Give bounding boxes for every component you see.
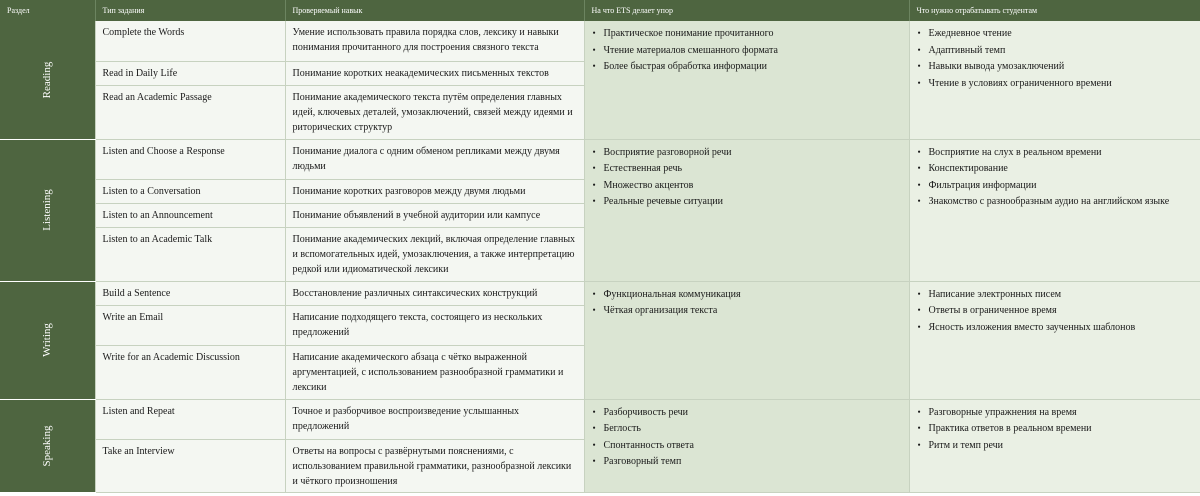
- header-skill: Проверяемый навык: [285, 0, 584, 21]
- list-item: • Разговорные упражнения на время: [917, 405, 1194, 420]
- task-skill: Понимание диалога с одним обменом репликами между двумя людьми: [285, 139, 584, 179]
- task-skill: Понимание академического текста путём определения главных идей, ключевых деталей, умозаключений, связей между идеями и риторических структур: [285, 85, 584, 139]
- list-item: • Адаптивный темп: [917, 43, 1194, 58]
- ets-focus-cell: [584, 139, 909, 281]
- section-cell-writing: [0, 281, 95, 399]
- task-type: Take an Interview: [95, 439, 285, 492]
- list-item: • Восприятие разговорной речи: [592, 145, 902, 160]
- task-skill: Понимание коротких разговоров между двумя людьми: [285, 179, 584, 203]
- task-skill: Написание подходящего текста, состоящего из нескольких предложений: [285, 305, 584, 345]
- practice-cell: [909, 139, 1200, 281]
- ets-focus-list: [592, 145, 902, 210]
- task-type: Read in Daily Life: [95, 61, 285, 85]
- list-item: • Чёткая организация текста: [592, 303, 902, 318]
- task-type: Listen to a Conversation: [95, 179, 285, 203]
- task-type: Complete the Words: [95, 21, 285, 61]
- list-item: • Конспектирование: [917, 161, 1194, 176]
- list-item: • Написание электронных писем: [917, 287, 1194, 302]
- ets-focus-cell: [584, 399, 909, 492]
- task-skill: Ответы на вопросы с развёрнутыми пояснениями, с использованием правильной грамматики, разнообразной лексики и чёткого произношения: [285, 439, 584, 492]
- header-ets-focus: На что ETS делает упор: [584, 0, 909, 21]
- ets-focus-list: [592, 26, 902, 74]
- practice-cell: [909, 281, 1200, 399]
- list-item: • Навыки вывода умозаключений: [917, 59, 1194, 74]
- task-type: Read an Academic Passage: [95, 85, 285, 139]
- header-section: Раздел: [0, 0, 95, 21]
- list-item: • Практическое понимание прочитанного: [592, 26, 902, 41]
- header-task-type: Тип задания: [95, 0, 285, 21]
- ets-focus-list: [592, 405, 902, 470]
- list-item: • Более быстрая обработка информации: [592, 59, 902, 74]
- practice-cell: [909, 21, 1200, 139]
- task-type: Listen to an Academic Talk: [95, 227, 285, 281]
- list-item: • Множество акцентов: [592, 178, 902, 193]
- section-label: Listening: [41, 189, 54, 231]
- practice-list: [917, 287, 1194, 335]
- table-row: [0, 281, 1200, 305]
- section-label: Writing: [41, 323, 54, 357]
- header-student-practice: Что нужно отрабатывать студентам: [909, 0, 1200, 21]
- list-item: • Ритм и темп речи: [917, 438, 1194, 453]
- list-item: • Естественная речь: [592, 161, 902, 176]
- ets-focus-cell: [584, 281, 909, 399]
- section-label: Speaking: [41, 425, 54, 466]
- list-item: • Разговорный темп: [592, 454, 902, 469]
- task-skill: Понимание объявлений в учебной аудитории или кампусе: [285, 203, 584, 227]
- practice-list: [917, 145, 1194, 210]
- list-item: • Практика ответов в реальном времени: [917, 421, 1194, 436]
- list-item: • Спонтанность ответа: [592, 438, 902, 453]
- ets-focus-cell: [584, 21, 909, 139]
- list-item: • Чтение в условиях ограниченного времени: [917, 76, 1194, 91]
- task-type: Write for an Academic Discussion: [95, 345, 285, 399]
- task-type: Write an Email: [95, 305, 285, 345]
- table-row: [0, 139, 1200, 179]
- list-item: • Реальные речевые ситуации: [592, 194, 902, 209]
- task-skill: Написание академического абзаца с чётко выраженной аргументацией, с использованием разнообразной грамматики и лексики: [285, 345, 584, 399]
- task-type: Listen and Choose a Response: [95, 139, 285, 179]
- practice-cell: [909, 399, 1200, 492]
- list-item: • Восприятие на слух в реальном времени: [917, 145, 1194, 160]
- task-type: Listen to an Announcement: [95, 203, 285, 227]
- list-item: • Ясность изложения вместо заученных шаблонов: [917, 320, 1194, 335]
- task-type: Build a Sentence: [95, 281, 285, 305]
- practice-list: [917, 405, 1194, 453]
- task-skill: Умение использовать правила порядка слов, лексику и навыки понимания прочитанного для построения связного текста: [285, 21, 584, 61]
- list-item: • Функциональная коммуникация: [592, 287, 902, 302]
- section-cell-listening: [0, 139, 95, 281]
- table-row: [0, 21, 1200, 61]
- list-item: • Ответы в ограниченное время: [917, 303, 1194, 318]
- task-type: Listen and Repeat: [95, 399, 285, 439]
- list-item: • Чтение материалов смешанного формата: [592, 43, 902, 58]
- ets-focus-list: [592, 287, 902, 319]
- list-item: • Разборчивость речи: [592, 405, 902, 420]
- list-item: • Ежедневное чтение: [917, 26, 1194, 41]
- task-skill: Восстановление различных синтаксических конструкций: [285, 281, 584, 305]
- task-skill: Понимание академических лекций, включая определение главных и вспомогательных идей, умозаключения, а также интерпретацию редкой или идиоматической лексики: [285, 227, 584, 281]
- section-cell-speaking: [0, 399, 95, 492]
- section-label: Reading: [41, 61, 54, 99]
- task-skill: Понимание коротких неакадемических письменных текстов: [285, 61, 584, 85]
- practice-list: [917, 26, 1194, 91]
- list-item: • Беглость: [592, 421, 902, 436]
- table-row: [0, 399, 1200, 439]
- section-cell-reading: [0, 21, 95, 139]
- task-skill: Точное и разборчивое воспроизведение услышанных предложений: [285, 399, 584, 439]
- header-row: [0, 0, 1200, 21]
- list-item: • Знакомство с разнообразным аудио на английском языке: [917, 194, 1194, 209]
- list-item: • Фильтрация информации: [917, 178, 1194, 193]
